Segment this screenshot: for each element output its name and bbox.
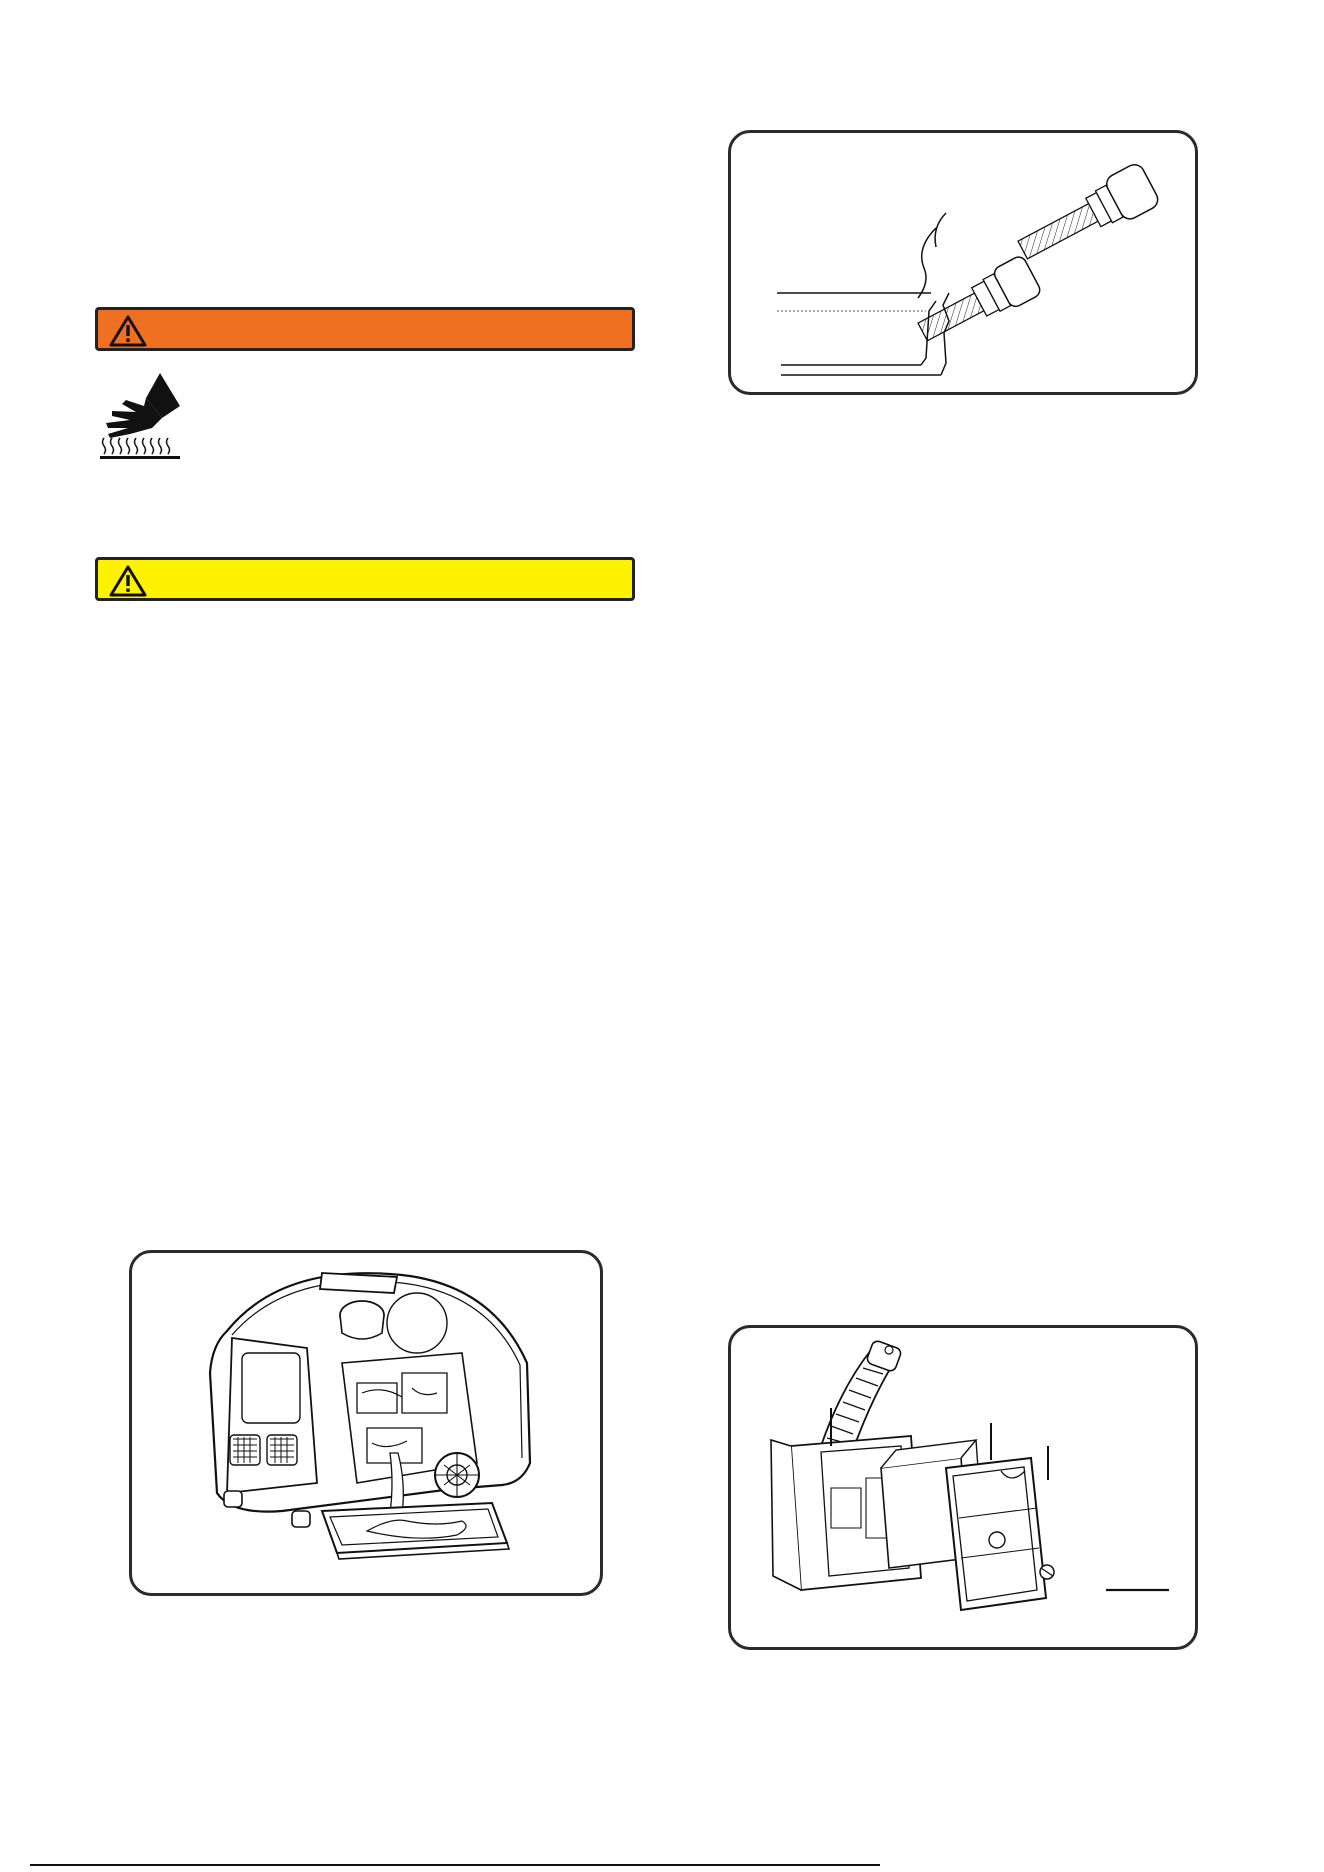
footer-rule — [30, 1864, 880, 1866]
oil-drain-figure — [129, 1250, 603, 1596]
hot-surface-hand-icon — [100, 368, 200, 463]
air-filter-figure — [728, 1325, 1198, 1650]
warning-triangle-icon — [108, 564, 148, 598]
oil-dipstick-icon — [731, 133, 1195, 392]
air-filter-assembly-icon — [731, 1328, 1195, 1647]
dipstick-figure — [728, 130, 1198, 395]
warning-banner — [95, 307, 635, 351]
warning-triangle-icon — [108, 314, 148, 348]
caution-banner — [95, 557, 635, 601]
generator-oil-drain-icon — [132, 1253, 600, 1593]
